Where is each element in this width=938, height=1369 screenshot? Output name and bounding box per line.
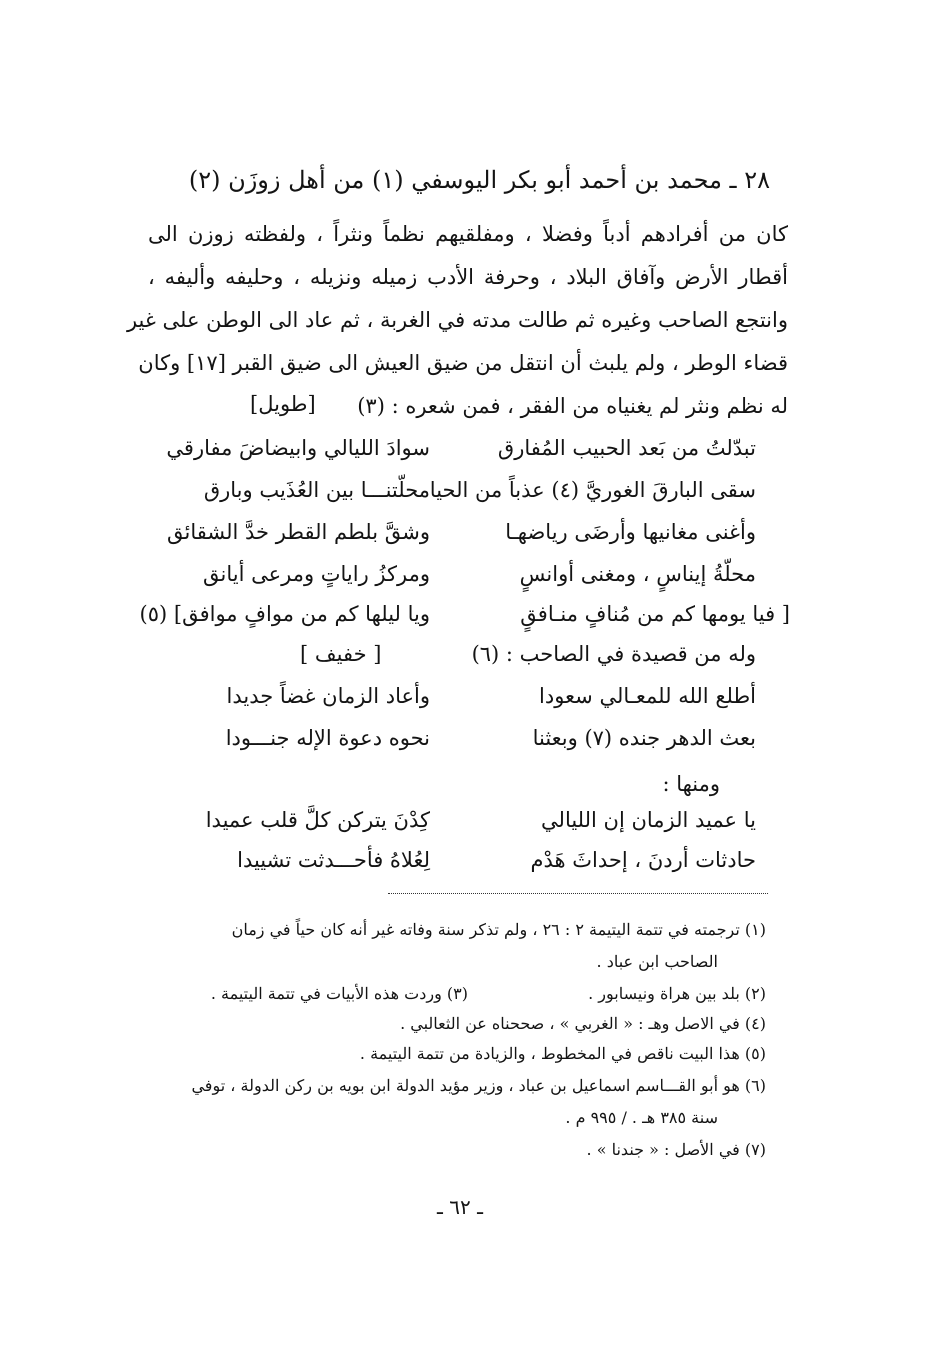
footnote-separator xyxy=(388,893,768,894)
footnote: (٧) في الأصل : « جندنا » . xyxy=(586,1140,766,1159)
verse-hemistich-right: تبدّلتُ من بَعد الحبيب المُفارق xyxy=(497,436,756,460)
footnote: (٤) في الاصل وهـ : « الغربي » ، صححناه عن الثعالبي . xyxy=(400,1014,766,1033)
footnote: (١) ترجمته في تتمة اليتيمة ٢ : ٢٦ ، ولم تذكر سنة وفاته غير أنه كان حياً في زمان xyxy=(231,920,766,939)
verse-hemistich-right: بعث الدهر جنده (٧) وبعثنا xyxy=(532,726,756,750)
footnote: (٦) هو أبو القـــاسم اسماعيل بن عباد ، وزير مؤيد الدولة ابن بويه بن ركن الدولة ، توفي xyxy=(191,1076,766,1095)
verse-hemistich-left: ويا ليلها كم من موافٍ موافق] (٥) xyxy=(139,602,430,626)
paragraph-line: له نظم ونثر لم يغنياه من الفقر ، فمن شعره : (٣) xyxy=(357,394,788,418)
verse-hemistich-left: محلّتنـــا بين العُذَيب وبارق xyxy=(203,478,430,502)
verse-hemistich-right: محلّةُ إيناسٍ ، ومغنى أوانسٍ xyxy=(519,562,756,586)
verse-hemistich-left: وشقَّ بلطم القطر خدَّ الشقائق xyxy=(167,520,430,544)
verse-hemistich-left: وأعاد الزمان غضاً جديدا xyxy=(226,684,430,708)
verse-hemistich-right: وأغنى مغانيها وأرضَى رياضهـا xyxy=(505,520,756,544)
footnote: (٣) وردت هذه الأبيات في تتمة اليتيمة . xyxy=(210,984,468,1003)
paragraph-line: كان من أفرادهم أدباً وفضلا ، ومفلقيهم نظماً ونثراً ، ولفظته زوزن الى xyxy=(148,222,788,246)
verse-hemistich-left: كِدْنَ يتركن كلَّ قلب عميدا xyxy=(205,808,430,832)
poem-intro: ومنها : xyxy=(662,772,720,796)
page-number: ـ ٦٢ ـ xyxy=(437,1195,483,1219)
verse-hemistich-right: أطلع الله للمعـالي سعودا xyxy=(539,684,756,708)
meter-label: [طويل] xyxy=(250,392,316,416)
paragraph-line: وانتجع الصاحب وغيره ثم طالت مدته في الغربة ، ثم عاد الى الوطن على غير xyxy=(126,308,788,332)
footnote: (٢) بلد بين هراة ونيسابور . xyxy=(588,984,766,1003)
footnote: (٥) هذا البيت ناقص في المخطوط ، والزيادة من تتمة اليتيمة . xyxy=(359,1044,766,1063)
poem-intro: وله من قصيدة في الصاحب : (٦) xyxy=(471,642,756,666)
footnote: سنة ٣٨٥ هـ . / ٩٩٥ م . xyxy=(565,1108,718,1127)
verse-hemistich-left: سوادَ الليالي وابيضاضَ مفارقي xyxy=(166,436,430,460)
meter-label: [ خفيف ] xyxy=(300,642,382,666)
entry-title: ٢٨ ـ محمد بن أحمد أبو بكر اليوسفي (١) من أهل زوزَن (٢) xyxy=(188,166,770,194)
verse-hemistich-left: نحوه دعوة الإله جنـــودا xyxy=(225,726,430,750)
verse-hemistich-left: ومركزُ راياتٍ ومرعى أيانق xyxy=(202,562,430,586)
verse-hemistich-left: لِعُلاهُ فأحـــدثت تشييدا xyxy=(237,848,430,872)
verse-hemistich-right: حادثات أردنَ ، إحداثَ هَدْم xyxy=(530,848,756,872)
footnote: الصاحب ابن عباد . xyxy=(596,952,718,971)
verse-hemistich-right: سقى البارقَ الغوريَّ (٤) عذباً من الحيا xyxy=(429,478,756,502)
paragraph-line: قضاء الوطر ، ولم يلبث أن انتقل من ضيق العيش الى ضيق القبر [١٧] وكان xyxy=(138,351,788,375)
biography-paragraph xyxy=(126,222,788,437)
verse-hemistich-right: يا عميد الزمان إن الليالي xyxy=(541,808,756,832)
verse-hemistich-right: [ فيا يومها كم من مُنافٍ منـافقٍ xyxy=(520,602,790,626)
paragraph-line: أقطار الأرض وآفاق البلاد ، وحرفة الأدب زميله ونزيله ، وحليفه وأليفه ، xyxy=(148,265,788,289)
